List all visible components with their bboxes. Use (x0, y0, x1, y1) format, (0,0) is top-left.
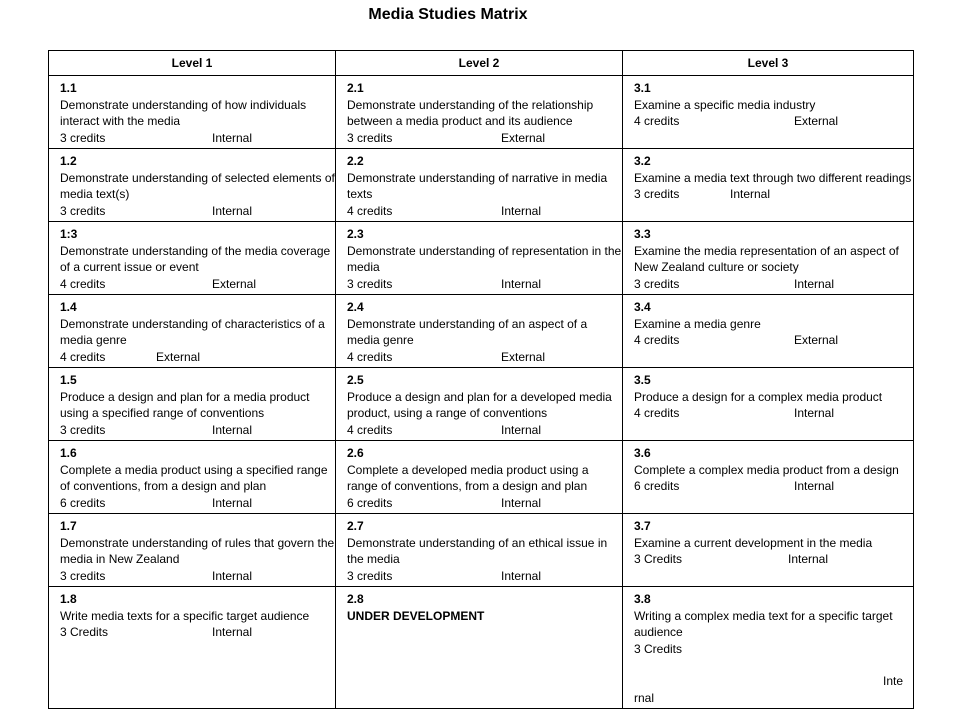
standard-cell (49, 441, 336, 514)
standard-credits: 3 credits (60, 203, 106, 218)
standard-assessment: Internal (212, 203, 253, 218)
header-level-1: Level 1 (49, 51, 336, 76)
standard-code: 3.8 (634, 592, 651, 606)
standard-description: Complete a developed media product using a range of conventions, from a design and plan (347, 462, 589, 493)
standard-credits: 3 Credits (634, 552, 683, 566)
standard-assessment: Internal (501, 568, 542, 583)
standard-code: 2.4 (347, 300, 364, 314)
header-level-3: Level 3 (623, 51, 914, 76)
table-row (49, 76, 914, 149)
standard-description: Demonstrate understanding of the media coverage of a current issue or event (60, 243, 331, 274)
standard-description: Complete a complex media product from a design (634, 462, 899, 477)
table-row (49, 587, 914, 709)
standard-assessment: External (501, 349, 546, 364)
standard-credits: 4 credits (347, 422, 393, 437)
standard-cell (336, 295, 623, 368)
standard-code: 2.1 (347, 81, 364, 95)
standard-description: Demonstrate understanding of representation in the media (347, 243, 622, 274)
standard-description: Examine a current development in the media (634, 535, 873, 550)
standard-description: Writing a complex media text for a specific target audience (634, 608, 893, 639)
standard-cell (49, 587, 336, 709)
standard-assessment: Inte (882, 674, 903, 688)
standard-assessment: Internal (212, 568, 253, 583)
standard-assessment: External (156, 349, 201, 364)
table-row (49, 514, 914, 587)
standard-cell (336, 587, 623, 709)
standard-description: Write media texts for a specific target audience (60, 608, 310, 623)
standard-code: 3.3 (634, 227, 651, 241)
standard-assessment: Internal (212, 130, 253, 145)
standard-code: 3.5 (634, 373, 651, 387)
standard-code: 3.2 (634, 154, 651, 168)
standard-credits: 4 credits (60, 276, 106, 291)
standard-cell (49, 222, 336, 295)
standard-assessment: Internal (501, 203, 542, 218)
standard-credits: 3 credits (60, 130, 106, 145)
standard-cell (336, 514, 623, 587)
table-row (49, 295, 914, 368)
standard-cell (623, 587, 914, 709)
standard-code: 1.6 (60, 446, 77, 460)
standard-cell (49, 295, 336, 368)
standard-code: 1.7 (60, 519, 77, 533)
standard-description: Examine a media genre (634, 316, 761, 331)
standard-assessment: Internal (788, 552, 829, 566)
standard-credits: 6 credits (347, 495, 393, 510)
standard-description: Demonstrate understanding of how individuals interact with the media (60, 97, 307, 128)
standard-assessment: Internal (730, 187, 771, 201)
standard-code: 1.2 (60, 154, 77, 168)
standard-credits: 3 credits (634, 276, 680, 291)
standard-code: 2.7 (347, 519, 364, 533)
standard-credits: 3 Credits (60, 625, 109, 639)
standard-cell (49, 368, 336, 441)
standard-assessment: Internal (212, 422, 253, 437)
table-row (49, 222, 914, 295)
standard-description: Produce a design and plan for a media product using a specified range of conventions (60, 389, 310, 420)
standard-assessment: External (794, 114, 839, 128)
standard-description: Demonstrate understanding of selected elements of media text(s) (60, 170, 335, 201)
standard-assessment: Internal (794, 406, 835, 420)
standard-code: 1.8 (60, 592, 77, 606)
standard-credits: 4 credits (347, 203, 393, 218)
standard-credits: 6 credits (634, 479, 680, 493)
standard-cell (623, 149, 914, 222)
standard-description: Produce a design for a complex media product (634, 389, 883, 404)
standard-cell (336, 222, 623, 295)
standard-description: Complete a media product using a specified range of conventions, from a design and plan (60, 462, 328, 493)
standard-description: Examine a specific media industry (634, 97, 816, 112)
standard-assessment: Internal (212, 495, 253, 510)
standard-credits: 3 credits (60, 422, 106, 437)
standard-code: 1.5 (60, 373, 77, 387)
standard-cell (623, 441, 914, 514)
standard-description: Demonstrate understanding of narrative in media texts (347, 170, 608, 201)
standard-credits: 4 credits (634, 114, 680, 128)
header-row (49, 51, 914, 76)
standard-credits: 3 credits (60, 568, 106, 583)
standard-cell (336, 441, 623, 514)
media-studies-matrix (48, 50, 914, 709)
header-level-2: Level 2 (336, 51, 623, 76)
standard-assessment: Internal (794, 479, 835, 493)
standard-code: 1.4 (60, 300, 77, 314)
page-title: Media Studies Matrix (368, 6, 528, 23)
standard-credits: 4 credits (347, 349, 393, 364)
standard-assessment: External (501, 130, 546, 145)
table-row (49, 149, 914, 222)
standard-assessment: Internal (212, 625, 253, 639)
standard-credits: 4 credits (60, 349, 106, 364)
standard-assessment: Internal (501, 495, 542, 510)
standard-credits: 4 credits (634, 333, 680, 347)
standard-cell (623, 222, 914, 295)
standard-code: 1:3 (60, 227, 78, 241)
table-row (49, 368, 914, 441)
table-row (49, 441, 914, 514)
standard-description: Examine a media text through two different readings (634, 170, 912, 185)
standard-code: 3.1 (634, 81, 651, 95)
standard-cell (49, 149, 336, 222)
standard-cell (336, 76, 623, 149)
standard-credits: 6 credits (60, 495, 106, 510)
standard-credits: 3 credits (347, 130, 393, 145)
standard-code: 1.1 (60, 81, 77, 95)
standard-code: 2.2 (347, 154, 364, 168)
standard-cell (623, 368, 914, 441)
standard-assessment: External (794, 333, 839, 347)
standard-cell (623, 76, 914, 149)
standard-description: Examine the media representation of an aspect of New Zealand culture or society (634, 243, 899, 274)
standard-credits: 3 Credits (634, 641, 683, 656)
standard-description: Demonstrate understanding of characteristics of a media genre (60, 316, 325, 347)
standard-credits: 3 credits (347, 276, 393, 291)
standard-credits: 4 credits (634, 406, 680, 420)
standard-code: 2.5 (347, 373, 364, 387)
standard-code: 3.4 (634, 300, 651, 314)
standard-description: Produce a design and plan for a developed media product, using a range of conventions (347, 389, 612, 420)
standard-code: 3.7 (634, 519, 651, 533)
standard-code: 2.8 (347, 592, 364, 606)
standard-assessment: Internal (794, 276, 835, 291)
standard-cell (623, 295, 914, 368)
standard-assessment-wrap: rnal (634, 690, 655, 705)
standard-code: 2.3 (347, 227, 364, 241)
standard-assessment: External (212, 276, 257, 291)
standard-assessment: Internal (501, 422, 542, 437)
standard-description: Demonstrate understanding of rules that govern the media in New Zealand (60, 535, 335, 566)
standard-code: 3.6 (634, 446, 651, 460)
standard-cell (49, 514, 336, 587)
standard-credits: 3 credits (634, 187, 680, 201)
standard-description: Demonstrate understanding of the relationship between a media product and its audience (347, 97, 594, 128)
standard-cell (623, 514, 914, 587)
standard-code: 2.6 (347, 446, 364, 460)
standard-cell (49, 76, 336, 149)
standard-assessment: Internal (501, 276, 542, 291)
standard-cell (336, 149, 623, 222)
standard-description: UNDER DEVELOPMENT (347, 608, 485, 623)
standard-description: Demonstrate understanding of an ethical issue in the media (347, 535, 608, 566)
standard-credits: 3 credits (347, 568, 393, 583)
standard-description: Demonstrate understanding of an aspect of a media genre (347, 316, 588, 347)
standard-cell (336, 368, 623, 441)
